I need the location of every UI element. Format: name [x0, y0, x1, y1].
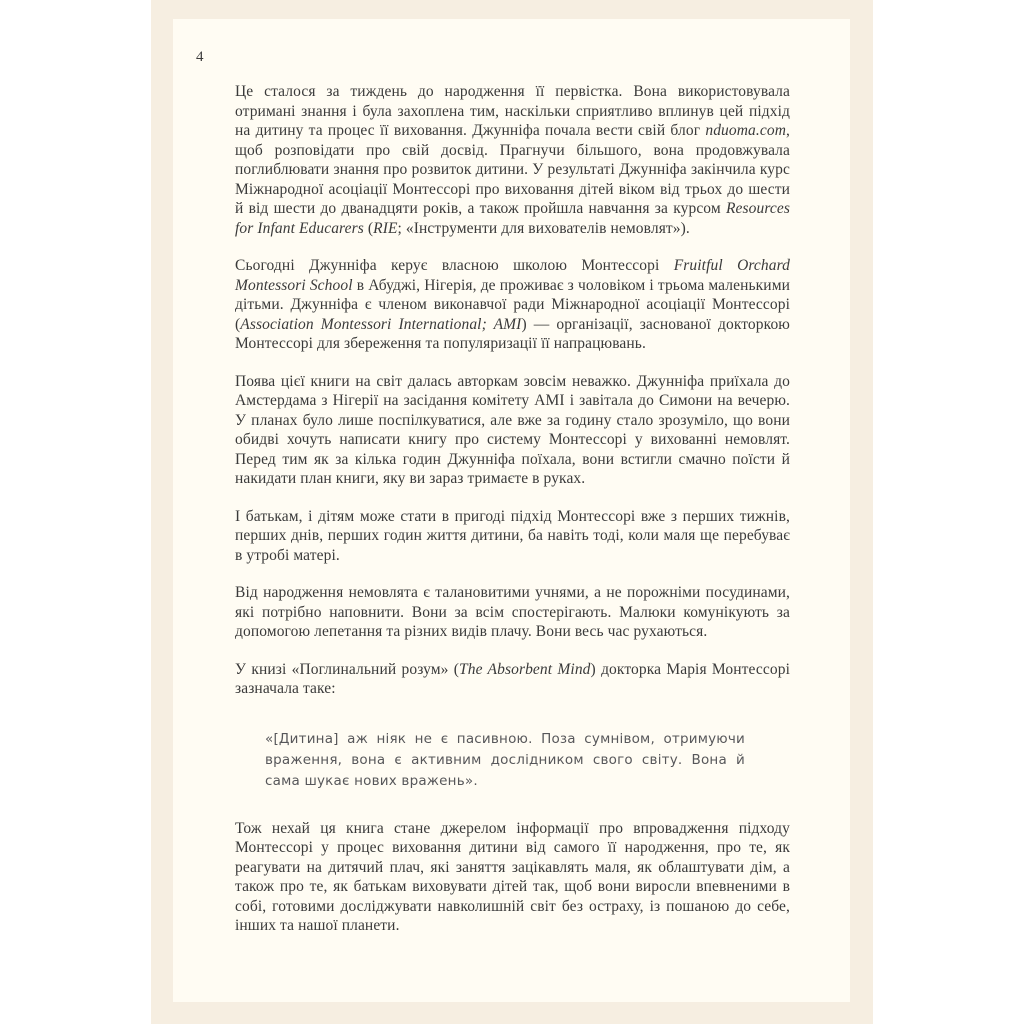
- paragraph: У книзі «Поглинальний розум» (The Absorbent Mind) докторка Марія Монтессорі зазначала таке:: [235, 660, 790, 697]
- paragraph: Це сталося за тиждень до народження її первістка. Вона використовувала отримані знання і була захоплена тим, наскільки сприятливо вплинув цей підхід на дитину та процес її виховання. Джунніфа почала вести свій блог nduoma.com, щоб розповідати про свій досвід. Прагнучи більшого, вона продовжувала поглиблювати знання про розвиток дитини. У результаті Джунніфа закінчила курс Міжнародної асоціації Монтессорі про виховання дітей віком від трьох до шести й від шести до дванадцяти років, а також пройшла навчання за курсом Resources for Infant Educarers (RIE; «Інструменти для вихователів немовлят»).: [235, 83, 790, 237]
- paragraph: Сьогодні Джунніфа керує власною школою Монтессорі Fruitful Orchard Montessori School в Абуджі, Нігерія, де проживає з чоловіком і трьома маленькими дітьми. Джунніфа є членом виконавчої ради Міжнародної асоціації Монтессорі (Association Montessori International; AMI) — організації, заснованої докторкою Монтессорі для збереження та популяризації її напрацювань.: [235, 257, 791, 352]
- page-content: [235, 82, 790, 936]
- book-page: [173, 19, 850, 1002]
- paragraph: Від народження немовлята є талановитими учнями, а не порожніми посудинами, які потрібно наповнити. Вони за всім спостерігають. Малюки комунікують за допомогою лепетання та різних видів плачу. Вони весь час рухаються.: [235, 584, 790, 640]
- paragraph: Тож нехай ця книга стане джерелом інформації про впровадження підходу Монтессорі у процес виховання дитини від самого її народження, про те, як реагувати на дитячий плач, які заняття зацікавлять маля, як облаштувати дім, а також про те, як батькам виховувати дітей так, щоб вони виросли впевненими в собі, готовими досліджувати навколишній світ без остраху, із пошаною до себе, інших та нашої планети.: [235, 819, 790, 934]
- blockquote: «[Дитина] аж ніяк не є пасивною. Поза сумнівом, отримуючи враження, вона є активним дослідником свого світу. Вона й сама шукає нових вражень».: [265, 730, 745, 789]
- book-spread-background: [151, 0, 873, 1024]
- paragraph: Поява цієї книги на світ далась авторкам зовсім неважко. Джунніфа приїхала до Амстердама з Нігерії на засідання комітету AMI і завітала до Симони на вечерю. У планах було лише поспілкуватися, але вже за годину стало зрозуміло, що вони обидві хочуть написати книгу про систему Монтессорі у вихованні немовлят. Перед тим як за кілька годин Джунніфа поїхала, вони встигли смачно поїсти й накидати план книги, яку ви зараз тримаєте в руках.: [235, 372, 790, 487]
- paragraph: І батькам, і дітям може стати в пригоді підхід Монтессорі вже з перших тижнів, перших днів, перших годин життя дитини, ба навіть тоді, коли маля ще перебуває в утробі матері.: [235, 507, 790, 564]
- page-number: 4: [196, 49, 204, 65]
